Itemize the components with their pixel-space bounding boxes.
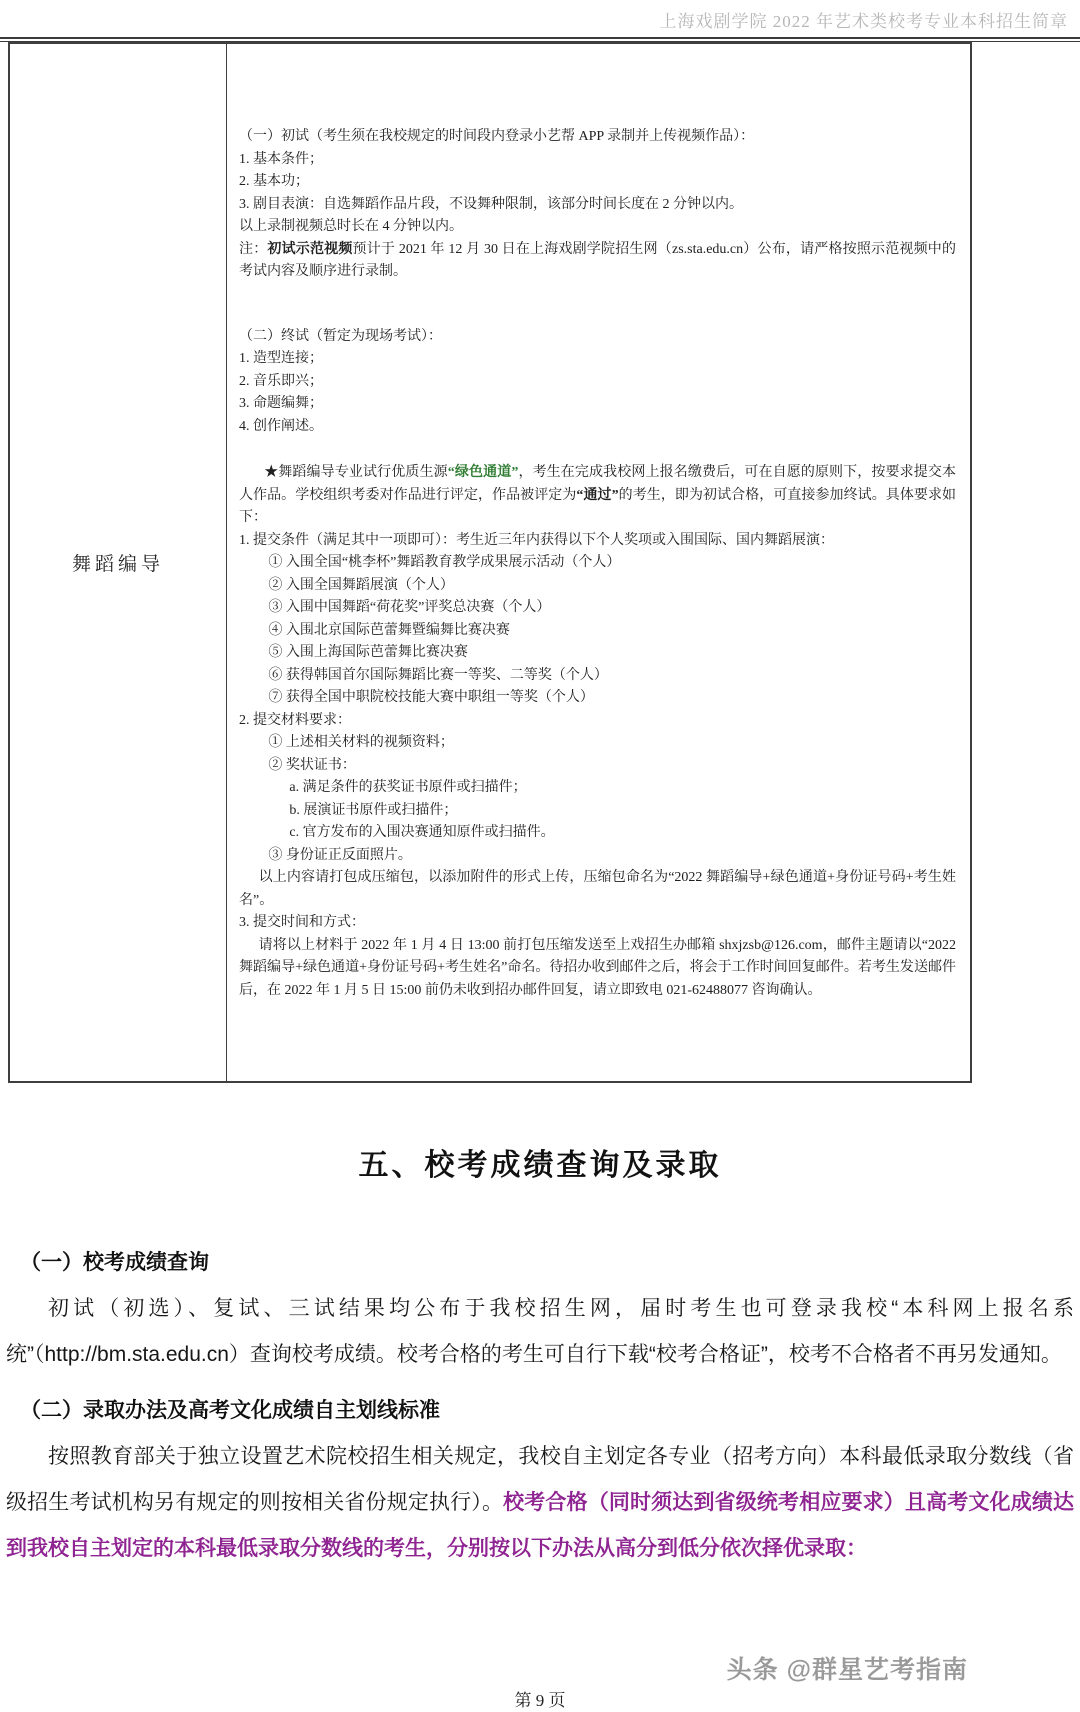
page-number: 第 9 页 (514, 1691, 566, 1710)
note-bold-text: 初试示范视频 (267, 241, 353, 257)
major-exam-table (8, 42, 972, 1083)
green-channel-highlight: “绿色通道” (447, 465, 519, 480)
material-item: ① 上述相关材料的视频资料； (268, 735, 454, 750)
final-test-item: 3. 命题编舞； (239, 396, 323, 411)
materials-heading: 2. 提交材料要求： (239, 712, 351, 728)
score-query-admission-section (0, 1140, 1080, 1588)
admission-policy-paragraph (6, 1434, 1074, 1572)
spacer (239, 284, 956, 326)
submit-paragraph: 请将以上材料于 2022 年 1 月 4 日 13:00 前打包压缩发送至上戏招生办邮箱 shxjzsb@126.com，邮件主题请以“2022 舞蹈编导+绿色通道+身份证号码+考生姓名”命名。待招办收到邮件之后，将会于工作时间回复邮件。若考生发送邮件后，在 2022 年 1 月 5 日 15:00 前仍未收到招办邮件回复，请立即致电 021-62488077 咨询确认。 (239, 937, 956, 998)
score-query-paragraph: 初试（初选）、复试、三试结果均公布于我校招生网，届时考生也可登录我校“本科网上报名系统”（http://bm.sta.edu.cn）查询校考成绩。校考合格的考生可自行下载“校考合格证”，校考不合格者不再另发通知。 (6, 1297, 1074, 1366)
final-test-item: 1. 造型连接； (239, 351, 323, 366)
submit-heading: 3. 提交时间和方式： (239, 915, 365, 930)
award-item: ⑤ 入围上海国际芭蕾舞比赛决赛 (268, 645, 468, 660)
award-item: ② 入围全国舞蹈展演（个人） (268, 577, 454, 593)
spacer (239, 438, 956, 462)
major-name-cell: 舞蹈编导 (10, 44, 227, 1081)
page-header (0, 0, 1080, 42)
watermark-credit: 头条 @群星艺考指南 (726, 1656, 968, 1684)
first-test-item: 1. 基本条件； (239, 151, 323, 167)
first-test-item: 以上录制视频总时长在 4 分钟以内。 (239, 219, 463, 234)
section-title: 五、校考成绩查询及录取 (358, 1149, 722, 1182)
green-channel-pre: ★舞蹈编导专业试行优质生源 (264, 465, 448, 480)
condition-heading: 1. 提交条件（满足其中一项即可）：考生近三年内获得以下个人奖项或入围国际、国内舞蹈展演： (239, 532, 834, 548)
final-test-heading: （二）终试（暂定为现场考试）： (239, 328, 442, 344)
package-note: 以上内容请打包成压缩包，以添加附件的形式上传，压缩包命名为“2022 舞蹈编导+绿色通道+身份证号码+考生姓名”。 (239, 870, 956, 908)
green-channel-paragraph (239, 462, 956, 530)
note-prefix: 注： (239, 241, 268, 257)
certificate-item: c. 官方发布的入围决赛通知原件或扫描件。 (289, 825, 555, 840)
award-item: ⑦ 获得全国中职院校技能大赛中职组一等奖（个人） (268, 690, 594, 705)
award-item: ④ 入围北京国际芭蕾舞暨编舞比赛决赛 (268, 622, 510, 638)
award-item: ① 入围全国“桃李杯”舞蹈教育教学成果展示活动（个人） (268, 555, 621, 570)
admission-policy-highlight-text: 校考合格（同时须达到省级统考相应要求）且高考文化成绩达到我校自主划定的本科最低录取分数线的考生，分别按以下办法从高分到低分依次择优录取： (6, 1491, 1075, 1560)
first-test-heading: （一）初试（考生须在我校规定的时间段内登录小艺帮 APP 录制并上传视频作品）： (239, 129, 755, 144)
green-channel-mid: ，考生在完成我校网上报名缴费后，可在自愿的原则下，按要求提交本人作品。学校组织考委对作品进行评定，作品被评定为 (239, 465, 957, 503)
first-test-item: 3. 剧目表演：自选舞蹈作品片段，不设舞种限制，该部分时间长度在 2 分钟以内。 (239, 196, 743, 212)
award-item: ③ 入围中国舞蹈“荷花奖”评奖总决赛（个人） (268, 600, 551, 615)
admission-policy-heading: （二）录取办法及高考文化成绩自主划线标准 (20, 1399, 440, 1422)
note-rest-text: 预计于 2021 年 12 月 30 日在上海戏剧学院招生网（zs.sta.edu.cn）公布，请严格按照示范视频中的考试内容及顺序进行录制。 (239, 241, 957, 279)
first-test-item: 2. 基本功； (239, 174, 309, 189)
final-test-item: 2. 音乐即兴； (239, 373, 323, 389)
material-item: ② 奖状证书： (268, 757, 356, 773)
document-header-title: 上海戏剧学院 2022 年艺术类校考专业本科招生简章 (659, 12, 1068, 31)
id-photo-item: ③ 身份证正反面照片。 (268, 847, 412, 863)
admission-policy-normal-text: 按照教育部关于独立设置艺术院校招生相关规定，我校自主划定各专业（招考方向）本科最低录取分数线（省级招生考试机构另有规定的则按相关省份规定执行）。 (6, 1445, 1074, 1514)
pass-bold-text: “通过” (576, 487, 619, 503)
certificate-item: a. 满足条件的获奖证书原件或扫描件； (289, 780, 527, 795)
final-test-item: 4. 创作阐述。 (239, 418, 323, 434)
first-test-note (239, 239, 956, 284)
certificate-item: b. 展演证书原件或扫描件； (289, 802, 458, 818)
green-channel-end: 的考生，即为初试合格，可直接参加终试。具体要求如下： (239, 487, 957, 525)
award-item: ⑥ 获得韩国首尔国际舞蹈比赛一等奖、二等奖（个人） (268, 667, 608, 683)
exam-detail-cell (227, 44, 970, 1081)
score-query-heading: （一）校考成绩查询 (20, 1251, 209, 1274)
